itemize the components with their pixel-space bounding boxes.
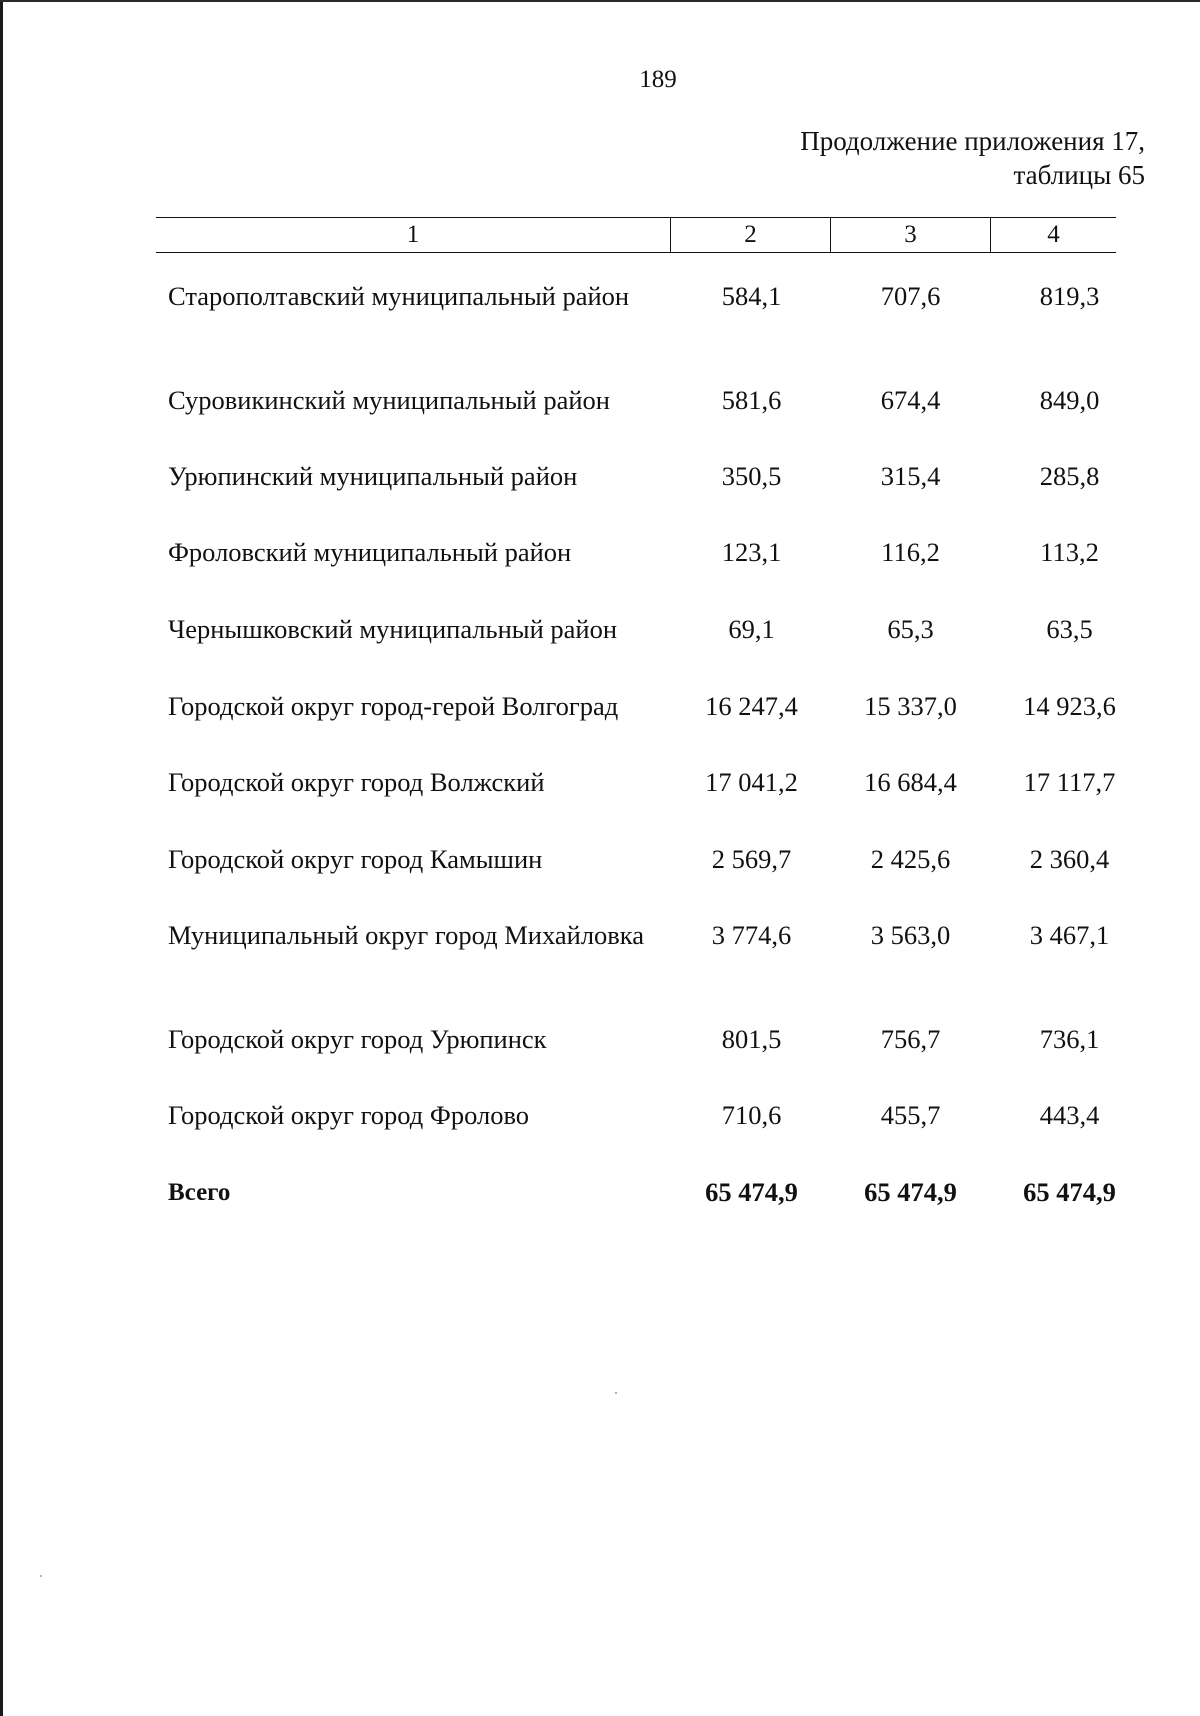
row-name: Городской округ город Урюпинск [168, 1024, 547, 1054]
caption-line-2: таблицы 65 [1013, 160, 1145, 190]
row-value-col4: 736,1 [1039, 1024, 1100, 1054]
header-cell-4: 4 [1047, 221, 1060, 248]
row-name: Чернышковский муниципальный район [168, 614, 618, 644]
header-cell-2: 2 [671, 218, 831, 252]
row-value-col2: 16 247,4 [705, 691, 798, 721]
page-number: 189 [639, 66, 677, 93]
caption-line-1: Продолжение приложения 17, [800, 126, 1145, 156]
row-value-col3: 674,4 [880, 385, 941, 415]
header-cell-3: 3 [831, 218, 991, 252]
row-value-col4: 285,8 [1039, 461, 1100, 491]
row-name: Старополтавский муниципальный район [168, 281, 630, 311]
row-name: Урюпинский муниципальный район [168, 461, 578, 491]
row-name: Городской округ город Волжский [168, 767, 545, 797]
row-value-col2: 801,5 [721, 1024, 782, 1054]
row-value-col2: 3 774,6 [711, 920, 792, 950]
row-value-col3: 116,2 [881, 537, 940, 567]
row-value-col3: 3 563,0 [870, 920, 951, 950]
row-value-col3: 756,7 [880, 1024, 941, 1054]
scan-edge-left [0, 0, 3, 1716]
row-value-col4: 63,5 [1046, 614, 1093, 644]
total-value-col3: 65 474,9 [864, 1177, 957, 1207]
row-value-col3: 2 425,6 [870, 844, 951, 874]
row-value-col2: 581,6 [721, 385, 782, 415]
row-value-col2: 69,1 [728, 614, 775, 644]
row-value-col4: 819,3 [1039, 281, 1100, 311]
row-value-col4: 14 923,6 [1023, 691, 1116, 721]
table-caption [800, 124, 1145, 192]
scan-speck [40, 1575, 42, 1577]
table-header-row [156, 217, 1116, 253]
row-value-col2: 123,1 [721, 537, 782, 567]
row-value-col2: 2 569,7 [711, 844, 792, 874]
row-value-col4: 17 117,7 [1023, 767, 1116, 797]
row-value-col4: 443,4 [1039, 1100, 1100, 1130]
row-name: Городской округ город Фролово [168, 1100, 530, 1130]
total-value-col2: 65 474,9 [705, 1177, 798, 1207]
total-value-col4: 65 474,9 [1023, 1177, 1116, 1207]
row-value-col4: 2 360,4 [1029, 844, 1110, 874]
scan-speck [615, 1392, 617, 1394]
row-value-col2: 17 041,2 [705, 767, 798, 797]
row-value-col3: 15 337,0 [864, 691, 957, 721]
row-name: Городской округ город-герой Волгоград [168, 691, 619, 721]
row-name: Суровикинский муниципальный район [168, 385, 610, 415]
row-value-col3: 65,3 [887, 614, 934, 644]
row-name: Фроловский муниципальный район [168, 537, 572, 567]
header-cell-1: 1 [156, 218, 671, 252]
row-value-col4: 849,0 [1039, 385, 1100, 415]
row-value-col3: 455,7 [880, 1100, 941, 1130]
row-name: Муниципальный округ город Михайловка [168, 920, 645, 950]
row-value-col4: 113,2 [1040, 537, 1099, 567]
row-value-col2: 584,1 [721, 281, 782, 311]
row-value-col2: 350,5 [721, 461, 782, 491]
row-value-col3: 16 684,4 [864, 767, 957, 797]
row-value-col4: 3 467,1 [1029, 920, 1110, 950]
row-value-col3: 707,6 [880, 281, 941, 311]
row-value-col2: 710,6 [721, 1100, 782, 1130]
scan-edge-top [0, 0, 1200, 2]
row-value-col3: 315,4 [880, 461, 941, 491]
row-name: Городской округ город Камышин [168, 844, 543, 874]
total-label: Всего [168, 1179, 231, 1206]
